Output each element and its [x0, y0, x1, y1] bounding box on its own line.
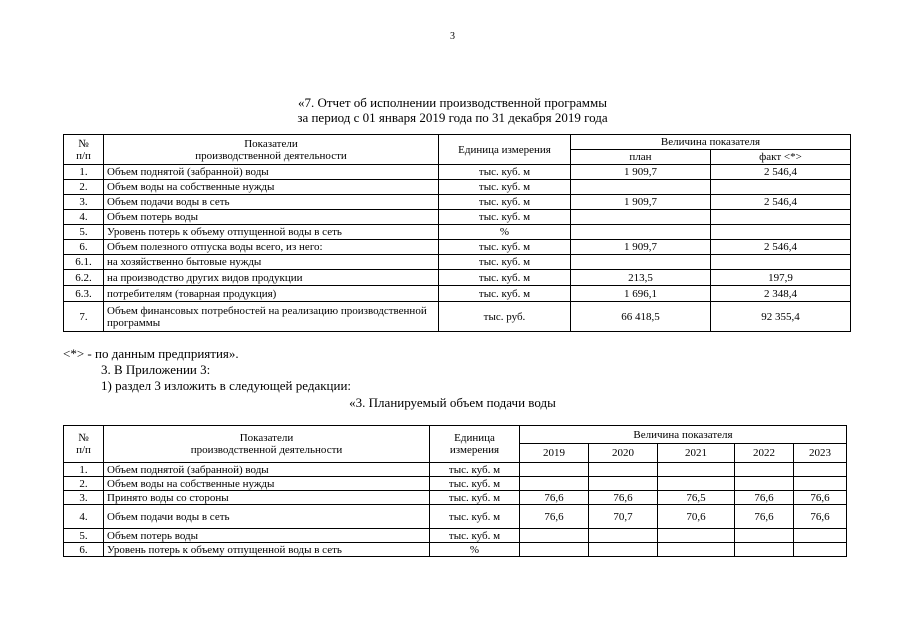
year-value-cell — [794, 463, 847, 477]
report-title-line-1: «7. Отчет об исполнении производственной программы — [297, 95, 607, 110]
year-value-cell — [735, 477, 794, 491]
fact-value-cell: 2 546,4 — [711, 240, 851, 255]
indicator-cell: Принято воды со стороны — [104, 491, 430, 505]
unit-cell: тыс. куб. м — [439, 180, 571, 195]
table2-row — [64, 505, 847, 529]
plan-value-cell: 1 909,7 — [571, 240, 711, 255]
table2-header-row-1 — [64, 426, 847, 444]
unit-cell: тыс. куб. м — [430, 477, 520, 491]
production-program-report-table — [63, 134, 851, 332]
fact-value-cell: 92 355,4 — [711, 302, 851, 332]
row-number-cell: 1. — [64, 463, 104, 477]
table2-header-year: 2023 — [794, 444, 847, 463]
plan-value-cell: 1 909,7 — [571, 165, 711, 180]
table1-row — [64, 255, 851, 270]
year-value-cell — [794, 529, 847, 543]
plan-value-cell: 1 696,1 — [571, 286, 711, 302]
table1-header-num: № п/п — [64, 135, 104, 165]
row-number-cell: 5. — [64, 225, 104, 240]
table2-header-num: № п/п — [64, 426, 104, 463]
table1-row — [64, 286, 851, 302]
row-number-cell: 6.3. — [64, 286, 104, 302]
year-value-cell: 76,6 — [520, 505, 589, 529]
row-number-cell: 1. — [64, 165, 104, 180]
year-value-cell — [735, 529, 794, 543]
table1-header-fact: факт <*> — [711, 150, 851, 165]
year-value-cell: 76,6 — [794, 491, 847, 505]
table1-header-value-group: Величина показателя — [571, 135, 851, 150]
row-number-cell: 6.1. — [64, 255, 104, 270]
table1-row — [64, 210, 851, 225]
row-number-cell: 6. — [64, 240, 104, 255]
year-value-cell — [794, 477, 847, 491]
fact-value-cell: 2 546,4 — [711, 165, 851, 180]
table2-header-year: 2019 — [520, 444, 589, 463]
table2-row — [64, 463, 847, 477]
page-number: 3 — [450, 31, 455, 42]
unit-cell: тыс. куб. м — [439, 286, 571, 302]
row-number-cell: 6.2. — [64, 270, 104, 286]
table2-row — [64, 477, 847, 491]
indicator-cell: Объем потерь воды — [104, 529, 430, 543]
row-number-cell: 4. — [64, 505, 104, 529]
row-number-cell: 3. — [64, 491, 104, 505]
indicator-cell: Объем подачи воды в сеть — [104, 505, 430, 529]
row-number-cell: 2. — [64, 477, 104, 491]
year-value-cell — [589, 543, 658, 557]
table2-header-year: 2022 — [735, 444, 794, 463]
year-value-cell — [794, 543, 847, 557]
table1-row — [64, 225, 851, 240]
table2-header-indicator: Показатели производственной деятельности — [104, 426, 430, 463]
unit-cell: тыс. куб. м — [430, 463, 520, 477]
table1-row — [64, 240, 851, 255]
table2-header-value-group: Величина показателя — [520, 426, 847, 444]
table1-row — [64, 165, 851, 180]
row-number-cell: 7. — [64, 302, 104, 332]
year-value-cell — [658, 477, 735, 491]
unit-cell: % — [439, 225, 571, 240]
row-number-cell: 6. — [64, 543, 104, 557]
year-value-cell: 76,6 — [735, 491, 794, 505]
unit-cell: тыс. руб. — [439, 302, 571, 332]
year-value-cell — [520, 477, 589, 491]
footnote: <*> - по данным предприятия». — [63, 346, 239, 361]
unit-cell: тыс. куб. м — [430, 529, 520, 543]
year-value-cell: 76,6 — [794, 505, 847, 529]
planned-water-supply-table — [63, 425, 847, 557]
row-number-cell: 4. — [64, 210, 104, 225]
plan-value-cell — [571, 180, 711, 195]
table2-row — [64, 529, 847, 543]
year-value-cell — [658, 543, 735, 557]
table1-header-indicator: Показатели производственной деятельности — [104, 135, 439, 165]
year-value-cell — [589, 477, 658, 491]
table1-row — [64, 195, 851, 210]
year-value-cell — [520, 529, 589, 543]
year-value-cell: 76,6 — [520, 491, 589, 505]
year-value-cell: 70,7 — [589, 505, 658, 529]
table2-row — [64, 543, 847, 557]
year-value-cell: 76,6 — [589, 491, 658, 505]
unit-cell: тыс. куб. м — [439, 165, 571, 180]
report-title-line-2: за период с 01 января 2019 года по 31 декабря 2019 года — [297, 110, 608, 125]
amendment-line-2: 1) раздел 3 изложить в следующей редакции: — [101, 378, 352, 393]
table1-header-unit: Единица измерения — [439, 135, 571, 165]
table2-header-year: 2021 — [658, 444, 735, 463]
indicator-cell: Объем потерь воды — [104, 210, 439, 225]
year-value-cell — [735, 463, 794, 477]
plan-value-cell — [571, 255, 711, 270]
table1-header-plan: план — [571, 150, 711, 165]
section-title: «3. Планируемый объем подачи воды — [349, 395, 556, 410]
year-value-cell — [735, 543, 794, 557]
indicator-cell: Объем финансовых потребностей на реализацию производственной программы — [104, 302, 439, 332]
year-value-cell: 70,6 — [658, 505, 735, 529]
indicator-cell: Объем подачи воды в сеть — [104, 195, 439, 210]
indicator-cell: Уровень потерь к объему отпущенной воды в сеть — [104, 225, 439, 240]
amendment-line-1: 3. В Приложении 3: — [101, 362, 211, 377]
row-number-cell: 2. — [64, 180, 104, 195]
unit-cell: тыс. куб. м — [439, 270, 571, 286]
indicator-cell: Объем воды на собственные нужды — [104, 477, 430, 491]
year-value-cell — [589, 463, 658, 477]
plan-value-cell — [571, 225, 711, 240]
row-number-cell: 5. — [64, 529, 104, 543]
fact-value-cell — [711, 210, 851, 225]
plan-value-cell: 213,5 — [571, 270, 711, 286]
table1-row — [64, 180, 851, 195]
unit-cell: тыс. куб. м — [439, 240, 571, 255]
unit-cell: % — [430, 543, 520, 557]
indicator-cell: Объем поднятой (забранной) воды — [104, 165, 439, 180]
fact-value-cell — [711, 225, 851, 240]
year-value-cell: 76,6 — [735, 505, 794, 529]
row-number-cell: 3. — [64, 195, 104, 210]
year-value-cell — [520, 543, 589, 557]
indicator-cell: Объем поднятой (забранной) воды — [104, 463, 430, 477]
year-value-cell — [658, 463, 735, 477]
fact-value-cell: 197,9 — [711, 270, 851, 286]
indicator-cell: Уровень потерь к объему отпущенной воды в сеть — [104, 543, 430, 557]
unit-cell: тыс. куб. м — [439, 210, 571, 225]
fact-value-cell: 2 546,4 — [711, 195, 851, 210]
unit-cell: тыс. куб. м — [439, 255, 571, 270]
indicator-cell: на производство других видов продукции — [104, 270, 439, 286]
plan-value-cell — [571, 210, 711, 225]
unit-cell: тыс. куб. м — [430, 505, 520, 529]
fact-value-cell — [711, 180, 851, 195]
indicator-cell: потребителям (товарная продукция) — [104, 286, 439, 302]
unit-cell: тыс. куб. м — [439, 195, 571, 210]
table2-row — [64, 491, 847, 505]
indicator-cell: на хозяйственно бытовые нужды — [104, 255, 439, 270]
plan-value-cell: 66 418,5 — [571, 302, 711, 332]
fact-value-cell: 2 348,4 — [711, 286, 851, 302]
table1-row — [64, 270, 851, 286]
year-value-cell: 76,5 — [658, 491, 735, 505]
year-value-cell — [589, 529, 658, 543]
unit-cell: тыс. куб. м — [430, 491, 520, 505]
table2-header-unit: Единица измерения — [430, 426, 520, 463]
indicator-cell: Объем воды на собственные нужды — [104, 180, 439, 195]
indicator-cell: Объем полезного отпуска воды всего, из него: — [104, 240, 439, 255]
table1-row — [64, 302, 851, 332]
year-value-cell — [658, 529, 735, 543]
table1-header-row-1 — [64, 135, 851, 150]
plan-value-cell: 1 909,7 — [571, 195, 711, 210]
table2-header-year: 2020 — [589, 444, 658, 463]
year-value-cell — [520, 463, 589, 477]
fact-value-cell — [711, 255, 851, 270]
